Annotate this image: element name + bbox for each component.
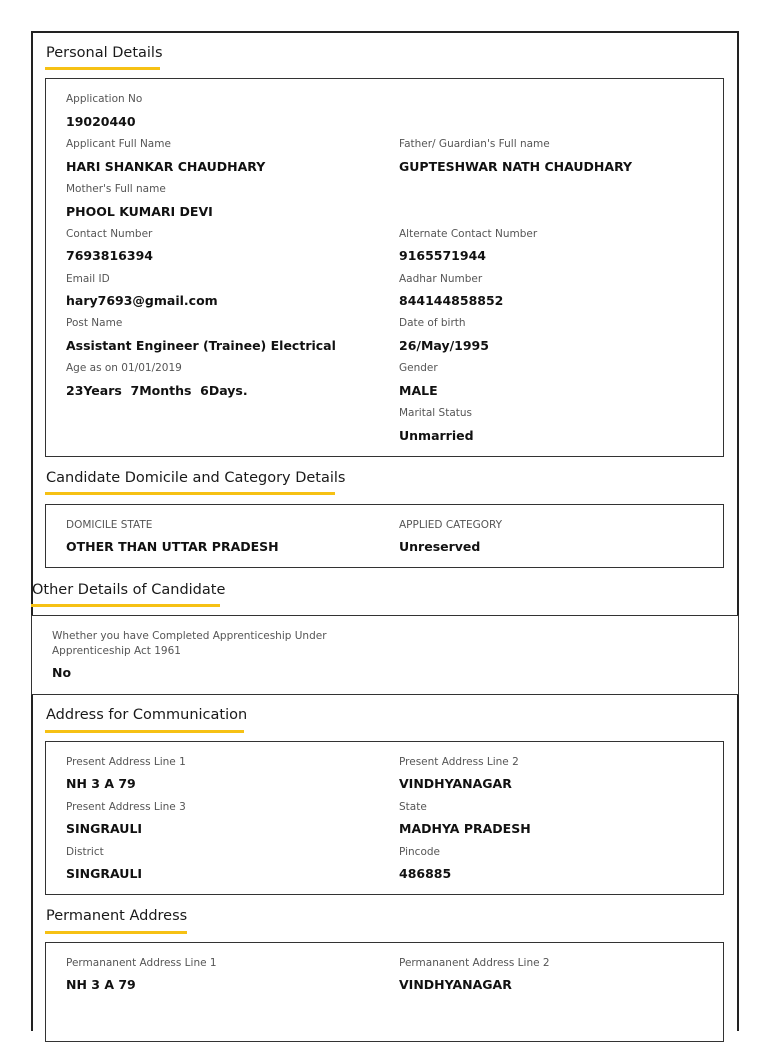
field-value: 26/May/1995 [399, 338, 489, 353]
field-label: Whether you have Completed Apprenticeship Under Apprenticeship Act 1961 [52, 630, 327, 657]
field-value: SINGRAULI [66, 866, 143, 881]
field-label: Date of birth [399, 317, 466, 329]
field-label: Permananent Address Line 2 [399, 957, 550, 969]
field-label: Alternate Contact Number [399, 228, 538, 240]
field-value: MADHYA PRADESH [399, 821, 531, 836]
field-label: DOMICILE STATE [66, 519, 153, 531]
field-value: No [52, 665, 72, 680]
field-value: 844144858852 [399, 293, 504, 308]
field-value: 19020440 [66, 114, 136, 129]
field-label: Marital Status [399, 407, 472, 419]
permanent-details-box [45, 942, 724, 1042]
field-label: Gender [399, 362, 438, 374]
field-value: Unmarried [399, 428, 474, 443]
field-label: Pincode [399, 846, 440, 858]
field-value: OTHER THAN UTTAR PRADESH [66, 539, 279, 554]
field-value: MALE [399, 383, 438, 398]
field-value: 7693816394 [66, 248, 153, 263]
other-details-box [31, 615, 739, 695]
field-label: Permananent Address Line 1 [66, 957, 217, 969]
address-details-box [45, 741, 724, 895]
field-value: Assistant Engineer (Trainee) Electrical [66, 338, 336, 353]
field-label: Present Address Line 1 [66, 756, 186, 768]
section-heading-address: Address for Communication [46, 707, 248, 723]
heading-underline [45, 730, 244, 733]
field-label: Present Address Line 3 [66, 801, 186, 813]
field-value: NH 3 A 79 [66, 776, 136, 791]
field-value: NH 3 A 79 [66, 977, 136, 992]
field-value: hary7693@gmail.com [66, 293, 218, 308]
field-label: Age as on 01/01/2019 [66, 362, 182, 374]
field-label: Present Address Line 2 [399, 756, 519, 768]
heading-underline [45, 67, 160, 70]
field-value: SINGRAULI [66, 821, 143, 836]
field-label: Email ID [66, 273, 110, 285]
section-heading-other: Other Details of Candidate [32, 582, 226, 598]
field-label: Post Name [66, 317, 123, 329]
section-heading-permanent: Permanent Address [46, 908, 188, 924]
field-label: APPLIED CATEGORY [399, 519, 503, 531]
field-value: 486885 [399, 866, 452, 881]
field-label: Applicant Full Name [66, 138, 171, 150]
field-label: State [399, 801, 427, 813]
heading-underline [45, 931, 187, 934]
field-value: 9165571944 [399, 248, 486, 263]
field-label: District [66, 846, 104, 858]
domicile-details-box [45, 504, 724, 568]
personal-details-box [45, 78, 724, 457]
heading-underline [31, 604, 220, 607]
section-heading-personal: Personal Details [46, 45, 163, 61]
field-value: HARI SHANKAR CHAUDHARY [66, 159, 266, 174]
heading-underline [45, 492, 335, 495]
field-label: Father/ Guardian's Full name [399, 138, 550, 150]
section-heading-domicile: Candidate Domicile and Category Details [46, 470, 346, 486]
field-value: 23Years 7Months 6Days. [66, 383, 248, 398]
field-label: Application No [66, 93, 143, 105]
field-value: VINDHYANAGAR [399, 977, 512, 992]
field-value: GUPTESHWAR NATH CHAUDHARY [399, 159, 633, 174]
field-label: Mother's Full name [66, 183, 166, 195]
field-label: Aadhar Number [399, 273, 483, 285]
field-label: Contact Number [66, 228, 153, 240]
field-value: VINDHYANAGAR [399, 776, 512, 791]
field-value: Unreserved [399, 539, 481, 554]
field-value: PHOOL KUMARI DEVI [66, 204, 213, 219]
